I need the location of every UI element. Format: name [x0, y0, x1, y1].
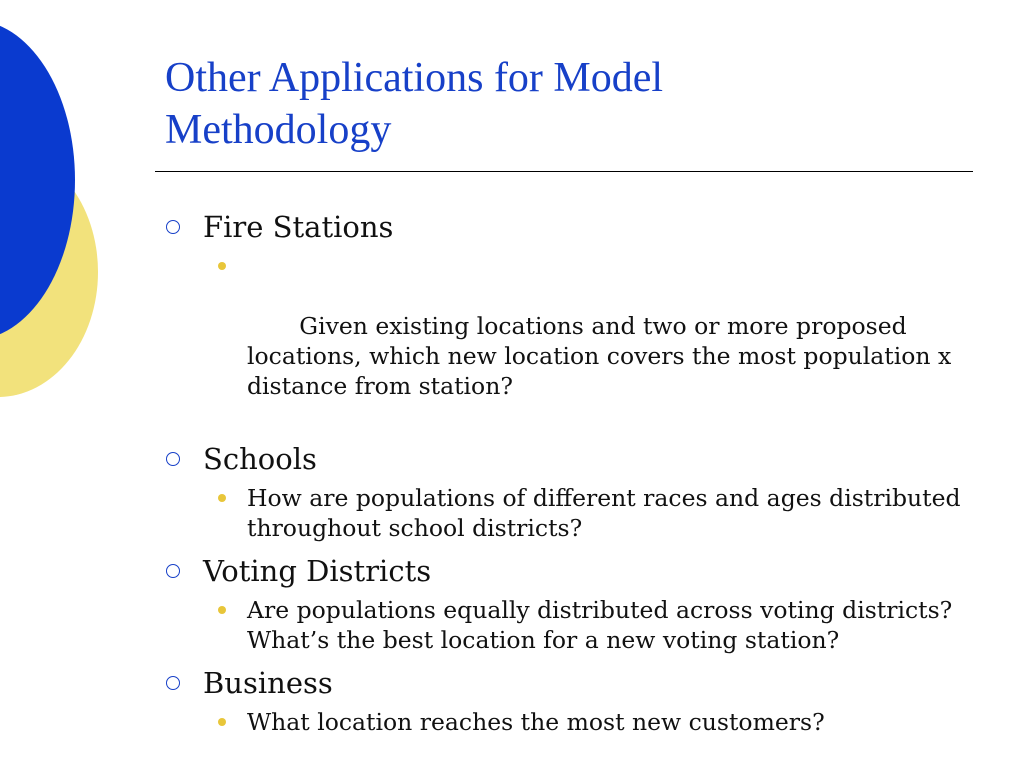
bullet-item — [164, 439, 974, 479]
bullet-list — [164, 207, 974, 745]
bullet-heading: Business — [203, 666, 333, 700]
hollow-circle-bullet-icon — [166, 452, 180, 466]
bullet-group-voting-districts — [164, 551, 974, 655]
sub-bullet-item — [164, 483, 974, 543]
hollow-circle-bullet-icon — [166, 220, 180, 234]
bullet-heading: Schools — [203, 442, 317, 476]
sub-bullet-text: Are populations equally distributed across voting districts? What’s the best location for a new voting station? — [247, 596, 953, 654]
filled-dot-bullet-icon — [218, 494, 226, 502]
bullet-item — [164, 207, 974, 247]
bullet-item — [164, 663, 974, 703]
bullet-item — [164, 551, 974, 591]
sub-bullet-item — [164, 251, 974, 431]
sub-bullet-item — [164, 707, 974, 737]
bullet-group-business — [164, 663, 974, 737]
slide-title-line-1: Other Applications for Model — [165, 55, 664, 101]
sub-bullet-text: What location reaches the most new customers? — [247, 708, 825, 736]
filled-dot-bullet-icon — [218, 606, 226, 614]
filled-dot-bullet-icon — [218, 718, 226, 726]
hollow-circle-bullet-icon — [166, 676, 180, 690]
sub-bullet-item — [164, 595, 974, 655]
bullet-group-fire-stations — [164, 207, 974, 431]
bullet-group-schools — [164, 439, 974, 543]
bullet-heading: Fire Stations — [203, 210, 394, 244]
filled-dot-bullet-icon — [218, 262, 226, 270]
bullet-heading: Voting Districts — [203, 554, 432, 588]
title-divider — [155, 171, 973, 172]
slide-title-line-2: Methodology — [165, 107, 392, 153]
hollow-circle-bullet-icon — [166, 564, 180, 578]
slide-title — [165, 52, 965, 156]
sub-bullet-text: How are populations of different races and ages distributed throughout school districts? — [247, 484, 961, 542]
sub-bullet-text: Given existing locations and two or more proposed locations, which new location covers the most population x distance from station? — [247, 312, 959, 400]
